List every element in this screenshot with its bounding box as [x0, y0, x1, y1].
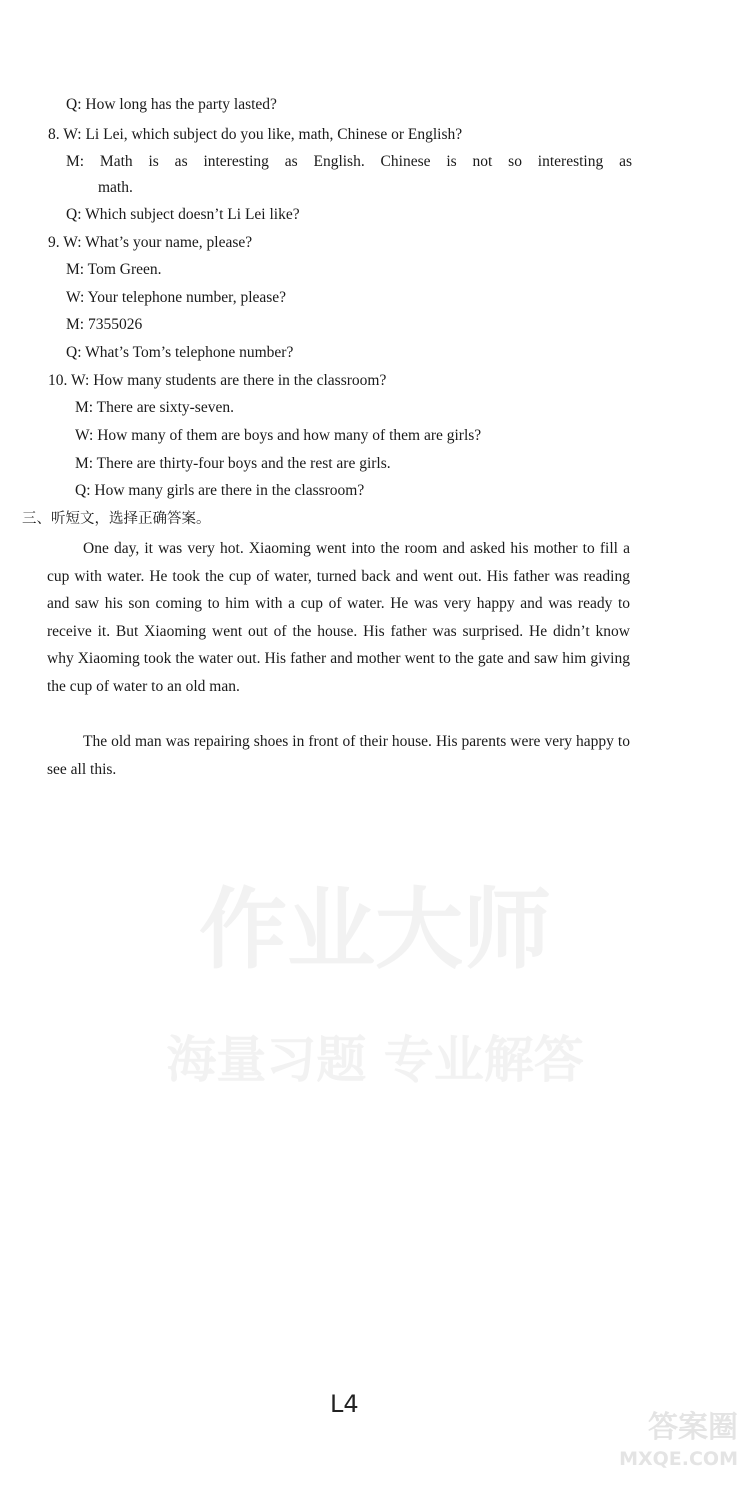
section-heading: 三、听短文，选择正确答案。 — [22, 511, 211, 527]
site-logo-bottom: MXQE.COM — [619, 1448, 738, 1470]
passage-paragraph-1 — [47, 535, 630, 701]
passage-paragraph-2-text: The old man was repairing shoes in front of their house. His parents were very happy to see all this. — [47, 733, 630, 778]
q10-woman-line-2: W: How many of them are boys and how many of them are girls? — [75, 427, 482, 444]
q9-man-line-1: M: Tom Green. — [66, 261, 162, 278]
q9-question: Q: What’s Tom’s telephone number? — [66, 344, 294, 361]
watermark-subtitle: 海量习题 专业解答 — [166, 1031, 584, 1089]
q10-woman-line-1: 10. W: How many students are there in the classroom? — [48, 372, 387, 389]
q8-man-line-continued: math. — [98, 179, 133, 196]
q9-woman-line-1: 9. W: What’s your name, please? — [48, 234, 253, 251]
q9-man-line-2: M: 7355026 — [66, 316, 143, 333]
q8-woman-line: 8. W: Li Lei, which subject do you like, math, Chinese or English? — [48, 126, 463, 143]
q8-question: Q: Which subject doesn’t Li Lei like? — [66, 206, 300, 223]
q8-man-line: M: Math is as interesting as English. Chinese is not so interesting as — [66, 153, 632, 170]
q7-question: Q: How long has the party lasted? — [66, 96, 277, 113]
passage-paragraph-1-text: One day, it was very hot. Xiaoming went into the room and asked his mother to fill a cup with water. He took the cup of water, turned back and went out. His father was reading and saw his son coming to him with a cup of water. He was very happy and was ready to receive it. But Xiaoming went out of the house. His father was surprised. He didn’t know why Xiaoming took the water out. His father and mother went to the gate and saw him giving the cup of water to an old man. — [47, 540, 630, 695]
q10-man-line-2: M: There are thirty-four boys and the rest are girls. — [75, 455, 391, 472]
q10-question: Q: How many girls are there in the classroom? — [75, 482, 365, 499]
site-logo-top: 答案圈 — [648, 1410, 738, 1445]
page-number: L4 — [330, 1390, 359, 1418]
watermark-title: 作业大师 — [198, 878, 551, 981]
q10-man-line-1: M: There are sixty-seven. — [75, 399, 234, 416]
passage-paragraph-2 — [47, 728, 630, 783]
q9-woman-line-2: W: Your telephone number, please? — [66, 289, 287, 306]
site-logo — [588, 1409, 738, 1479]
